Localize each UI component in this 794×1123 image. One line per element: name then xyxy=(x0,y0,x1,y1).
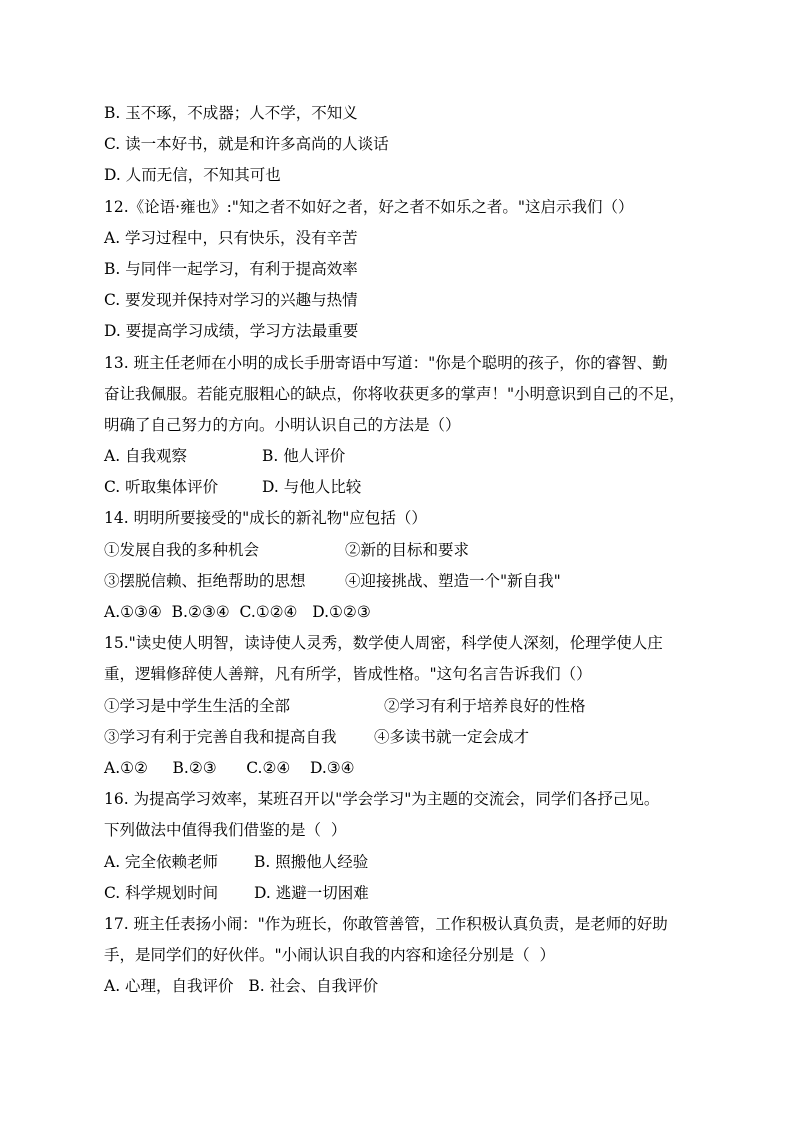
option-c: C. 科学规划时间 xyxy=(104,883,219,902)
option-a: A. 完全依赖老师 xyxy=(104,852,219,871)
question-12-stem: 12.《论语·雍也》:"知之者不如好之者，好之者不如乐之者。"这启示我们（） xyxy=(104,197,634,216)
question-16-stem-cont: 下列做法中值得我们借鉴的是（ ） xyxy=(104,821,347,840)
question-15-stem: 15."读史使人明智，读诗使人灵秀，数学使人周密，科学使人深刻，伦理学使人庄 xyxy=(104,634,663,653)
statement-1: ①发展自我的多种机会 xyxy=(104,540,260,559)
statement-row xyxy=(104,691,694,722)
question-13-stem-cont: 奋让我佩服。若能克服粗心的缺点，你将收获更多的掌声！"小明意识到自己的不足， xyxy=(104,384,685,403)
option-line: C. 要发现并保持对学习的兴趣与热情 xyxy=(104,291,358,310)
option-line: A.①③④ B.②③④ C.①②④ D.①②③ xyxy=(104,603,371,621)
option-b: B. 他人评价 xyxy=(262,447,346,466)
option-c: C. 听取集体评价 xyxy=(104,478,219,497)
option-a: A. 自我观察 xyxy=(104,447,188,466)
option-d: D. 逃避一切困难 xyxy=(254,883,369,902)
option-line: B. 玉不琢，不成器；人不学，不知义 xyxy=(104,104,358,122)
option-line: D. 人而无信，不知其可也 xyxy=(104,166,281,185)
option-line: D. 要提高学习成绩，学习方法最重要 xyxy=(104,322,359,341)
option-row xyxy=(104,472,694,503)
option-line: A. 心理，自我评价 B. 社会、自我评价 xyxy=(104,977,379,996)
option-row xyxy=(104,878,694,909)
question-13-stem-cont: 明确了自己努力的方向。小明认识自己的方法是（） xyxy=(104,415,461,434)
statement-4: ④多读书就一定会成才 xyxy=(374,727,530,746)
option-row xyxy=(104,847,694,878)
question-15-stem-cont: 重，逻辑修辞使人善辩，凡有所学，皆成性格。"这句名言告诉我们（） xyxy=(104,665,592,684)
statement-row xyxy=(104,535,694,566)
option-line: A. 学习过程中，只有快乐，没有辛苦 xyxy=(104,228,358,247)
statement-4: ④迎接挑战、塑造一个"新自我" xyxy=(345,571,561,590)
statement-3: ③学习有利于完善自我和提高自我 xyxy=(104,727,337,746)
question-13-stem: 13. 班主任老师在小明的成长手册寄语中写道："你是个聪明的孩子，你的睿智、勤 xyxy=(104,353,668,372)
statement-3: ③摆脱信赖、拒绝帮助的思想 xyxy=(104,571,306,590)
statement-row xyxy=(104,722,694,753)
statement-2: ②新的目标和要求 xyxy=(345,540,470,559)
question-17-stem: 17. 班主任表扬小闹："作为班长，你敢管善管，工作积极认真负责，是老师的好助 xyxy=(104,914,668,933)
option-line: A.①② B.②③ C.②④ D.③④ xyxy=(104,758,355,777)
option-line: C. 读一本好书，就是和许多高尚的人谈话 xyxy=(104,135,389,154)
option-d: D. 与他人比较 xyxy=(262,478,362,497)
option-line: B. 与同伴一起学习，有利于提高效率 xyxy=(104,259,358,278)
option-b: B. 照搬他人经验 xyxy=(254,852,369,871)
statement-2: ②学习有利于培养良好的性格 xyxy=(384,696,586,715)
option-row xyxy=(104,441,694,472)
statement-1: ①学习是中学生生活的全部 xyxy=(104,696,291,715)
statement-row xyxy=(104,566,694,597)
question-16-stem: 16. 为提高学习效率，某班召开以"学会学习"为主题的交流会，同学们各抒己见。 xyxy=(104,790,660,809)
question-17-stem-cont: 手，是同学们的好伙伴。"小闹认识自我的内容和途径分别是（ ） xyxy=(104,946,555,965)
question-list xyxy=(104,98,694,1002)
question-14-stem: 14. 明明所要接受的"成长的新礼物"应包括（） xyxy=(104,509,427,528)
